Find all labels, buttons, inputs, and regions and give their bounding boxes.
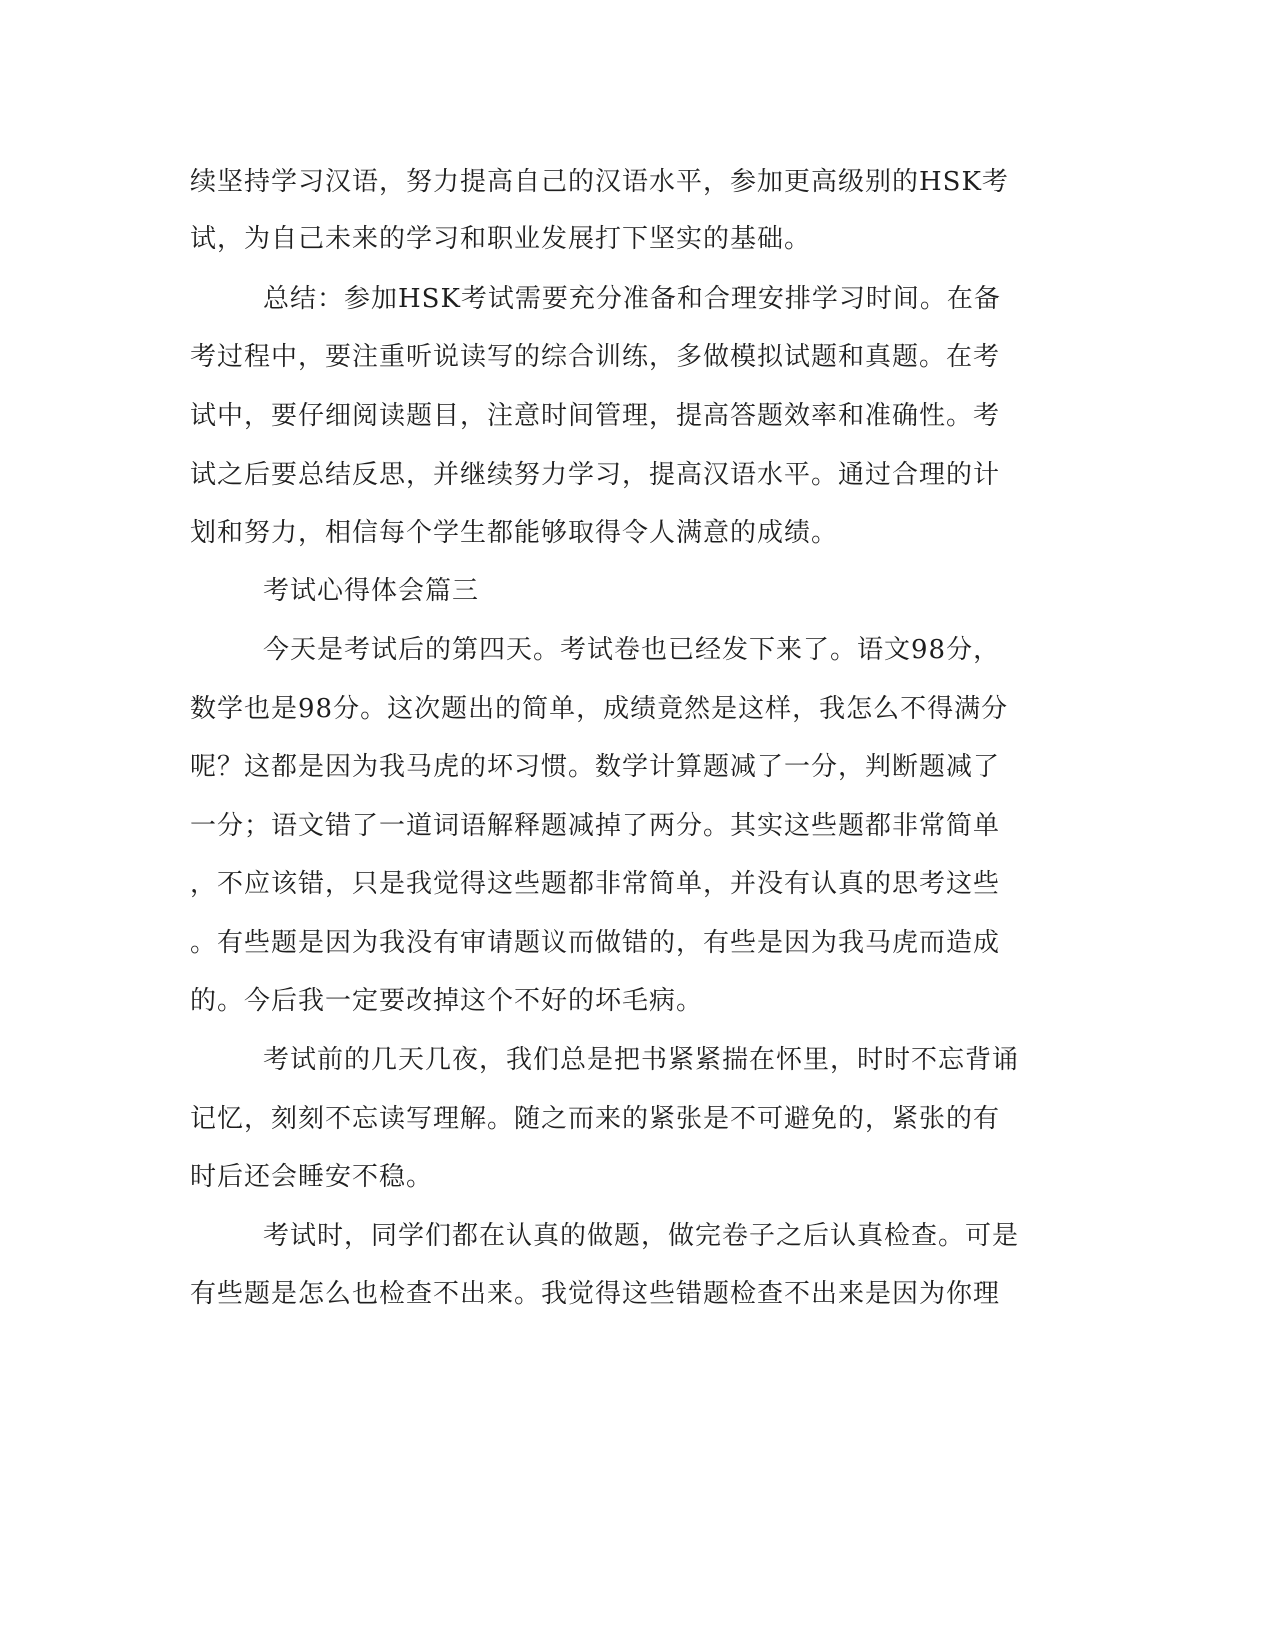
paragraph-start: 今天是考试后的第四天。考试卷也已经发下来了。语文98分， [263,635,1001,665]
text-line: 记忆，刻刻不忘读写理解。随之而来的紧张是不可避免的，紧张的有 [190,1104,1001,1134]
text-line: 数学也是98分。这次题出的简单，成绩竟然是这样，我怎么不得满分 [190,694,1009,724]
text-line: 试，为自己未来的学习和职业发展打下坚实的基础。 [190,224,812,254]
section-heading: 考试心得体会篇三 [263,576,480,606]
text-line: 。有些题是因为我没有审请题议而做错的，有些是因为我马虎而造成 [190,928,1001,958]
text-line: 时后还会睡安不稳。 [190,1162,434,1192]
text-line: 一分；语文错了一道词语解释题减掉了两分。其实这些题都非常简单 [190,811,1001,841]
text-line: 的。今后我一定要改掉这个不好的坏毛病。 [190,986,704,1016]
text-line: 试中，要仔细阅读题目，注意时间管理，提高答题效率和准确性。考 [190,401,1001,431]
text-line: 考过程中，要注重听说读写的综合训练，多做模拟试题和真题。在考 [190,342,1001,372]
text-line: 试之后要总结反思，并继续努力学习，提高汉语水平。通过合理的计 [190,460,1001,490]
text-line: ，不应该错，只是我觉得这些题都非常简单，并没有认真的思考这些 [190,869,1001,899]
summary-paragraph-start: 总结：参加HSK考试需要充分准备和合理安排学习时间。在备 [263,284,1001,314]
text-line: 呢？这都是因为我马虎的坏习惯。数学计算题减了一分，判断题减了 [190,752,1001,782]
text-line: 续坚持学习汉语，努力提高自己的汉语水平，参加更高级别的HSK考 [190,167,1009,197]
text-line: 划和努力，相信每个学生都能够取得令人满意的成绩。 [190,518,839,548]
text-line: 有些题是怎么也检查不出来。我觉得这些错题检查不出来是因为你理 [190,1279,1001,1309]
paragraph-start: 考试时，同学们都在认真的做题，做完卷子之后认真检查。可是 [263,1221,1020,1251]
paragraph-start: 考试前的几天几夜，我们总是把书紧紧揣在怀里，时时不忘背诵 [263,1045,1020,1075]
